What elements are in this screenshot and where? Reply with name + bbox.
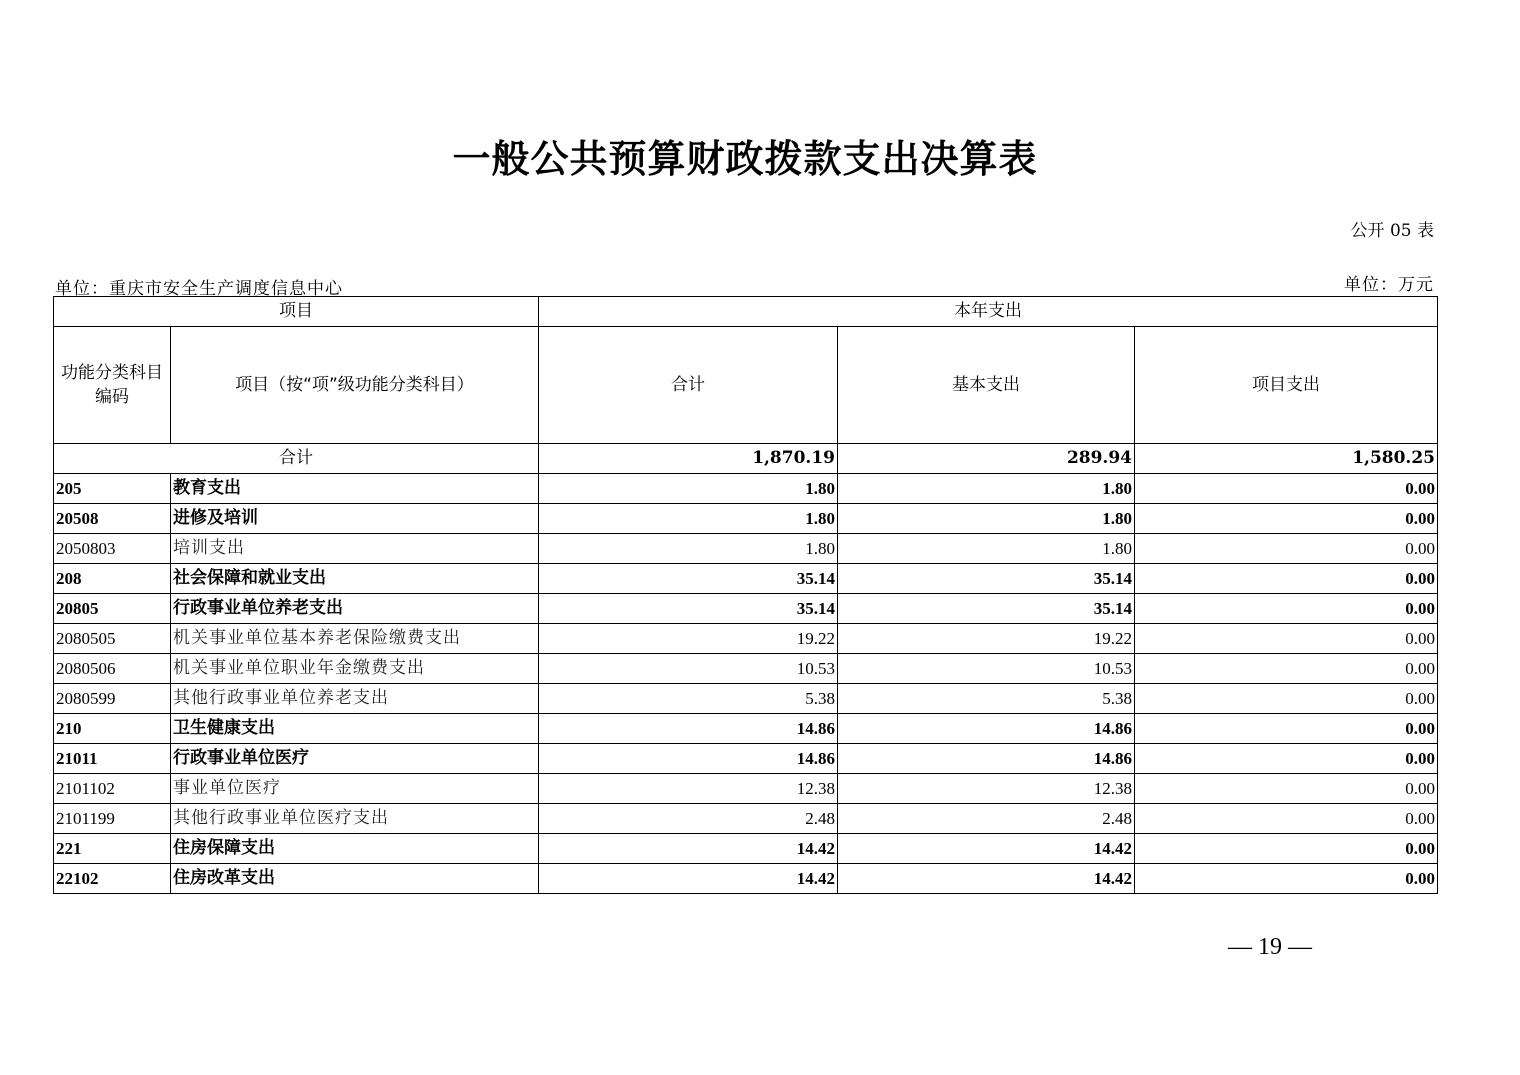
row-total: 1.80 [539, 504, 838, 534]
total-label: 合计 [54, 444, 539, 474]
expenditure-table [53, 296, 1438, 894]
total-row [54, 444, 1438, 474]
row-project: 0.00 [1135, 684, 1438, 714]
row-project: 0.00 [1135, 534, 1438, 564]
row-total: 2.48 [539, 804, 838, 834]
row-code: 210 [54, 714, 171, 744]
row-basic: 1.80 [838, 474, 1135, 504]
table-row [54, 804, 1438, 834]
row-project: 0.00 [1135, 504, 1438, 534]
row-total: 19.22 [539, 624, 838, 654]
row-total: 14.86 [539, 714, 838, 744]
page-title: 一般公共预算财政拨款支出决算表 [452, 136, 1038, 181]
row-basic: 10.53 [838, 654, 1135, 684]
header-code: 功能分类科目编码 [54, 327, 171, 444]
row-project: 0.00 [1135, 474, 1438, 504]
row-total: 10.53 [539, 654, 838, 684]
table-row [54, 534, 1438, 564]
table-row [54, 504, 1438, 534]
row-basic: 5.38 [838, 684, 1135, 714]
table-row [54, 564, 1438, 594]
row-project: 0.00 [1135, 564, 1438, 594]
row-code: 20508 [54, 504, 171, 534]
row-name: 住房保障支出 [171, 834, 539, 864]
row-basic: 35.14 [838, 564, 1135, 594]
row-total: 1.80 [539, 474, 838, 504]
unit-currency: 单位：万元 [1344, 275, 1434, 295]
table-row [54, 834, 1438, 864]
row-code: 2101102 [54, 774, 171, 804]
row-basic: 14.86 [838, 714, 1135, 744]
row-project: 0.00 [1135, 744, 1438, 774]
row-code: 2080506 [54, 654, 171, 684]
row-basic: 1.80 [838, 534, 1135, 564]
row-name: 培训支出 [171, 534, 539, 564]
unit-organization: 单位：重庆市安全生产调度信息中心 [55, 279, 343, 299]
header-project: 项目 [54, 297, 539, 327]
row-code: 205 [54, 474, 171, 504]
total-basic: 289.94 [838, 444, 1135, 474]
table-row [54, 744, 1438, 774]
row-name: 住房改革支出 [171, 864, 539, 894]
row-total: 12.38 [539, 774, 838, 804]
row-code: 20805 [54, 594, 171, 624]
row-project: 0.00 [1135, 834, 1438, 864]
row-total: 5.38 [539, 684, 838, 714]
row-name: 事业单位医疗 [171, 774, 539, 804]
row-code: 208 [54, 564, 171, 594]
row-basic: 14.42 [838, 834, 1135, 864]
row-code: 22102 [54, 864, 171, 894]
page-number: — 19 — [1228, 934, 1312, 960]
row-name: 进修及培训 [171, 504, 539, 534]
row-total: 35.14 [539, 564, 838, 594]
row-code: 2080599 [54, 684, 171, 714]
header-row-bottom [54, 327, 1438, 444]
header-project-exp: 项目支出 [1135, 327, 1438, 444]
row-code: 21011 [54, 744, 171, 774]
row-name: 机关事业单位基本养老保险缴费支出 [171, 624, 539, 654]
header-total: 合计 [539, 327, 838, 444]
header-basic: 基本支出 [838, 327, 1135, 444]
row-basic: 14.42 [838, 864, 1135, 894]
row-name: 卫生健康支出 [171, 714, 539, 744]
row-name: 社会保障和就业支出 [171, 564, 539, 594]
row-project: 0.00 [1135, 594, 1438, 624]
row-total: 14.42 [539, 864, 838, 894]
row-total: 1.80 [539, 534, 838, 564]
table-row [54, 594, 1438, 624]
row-name: 其他行政事业单位医疗支出 [171, 804, 539, 834]
row-total: 35.14 [539, 594, 838, 624]
table-row [54, 474, 1438, 504]
row-basic: 2.48 [838, 804, 1135, 834]
row-project: 0.00 [1135, 624, 1438, 654]
table-row [54, 864, 1438, 894]
row-code: 221 [54, 834, 171, 864]
row-name: 机关事业单位职业年金缴费支出 [171, 654, 539, 684]
row-total: 14.86 [539, 744, 838, 774]
row-basic: 14.86 [838, 744, 1135, 774]
row-basic: 35.14 [838, 594, 1135, 624]
row-total: 14.42 [539, 834, 838, 864]
row-code: 2050803 [54, 534, 171, 564]
row-name: 行政事业单位医疗 [171, 744, 539, 774]
row-code: 2080505 [54, 624, 171, 654]
table-row [54, 684, 1438, 714]
table-row [54, 774, 1438, 804]
row-project: 0.00 [1135, 714, 1438, 744]
row-basic: 19.22 [838, 624, 1135, 654]
total-project: 1,580.25 [1135, 444, 1438, 474]
row-project: 0.00 [1135, 864, 1438, 894]
row-basic: 12.38 [838, 774, 1135, 804]
form-number: 公开 05 表 [1350, 221, 1434, 241]
row-basic: 1.80 [838, 504, 1135, 534]
row-name: 其他行政事业单位养老支出 [171, 684, 539, 714]
table-row [54, 714, 1438, 744]
row-project: 0.00 [1135, 804, 1438, 834]
row-project: 0.00 [1135, 774, 1438, 804]
table-row [54, 654, 1438, 684]
header-item: 项目（按“项”级功能分类科目） [171, 327, 539, 444]
table-row [54, 624, 1438, 654]
total-sum: 1,870.19 [539, 444, 838, 474]
row-project: 0.00 [1135, 654, 1438, 684]
row-name: 教育支出 [171, 474, 539, 504]
header-this-year: 本年支出 [539, 297, 1438, 327]
row-code: 2101199 [54, 804, 171, 834]
row-name: 行政事业单位养老支出 [171, 594, 539, 624]
header-row-top [54, 297, 1438, 327]
